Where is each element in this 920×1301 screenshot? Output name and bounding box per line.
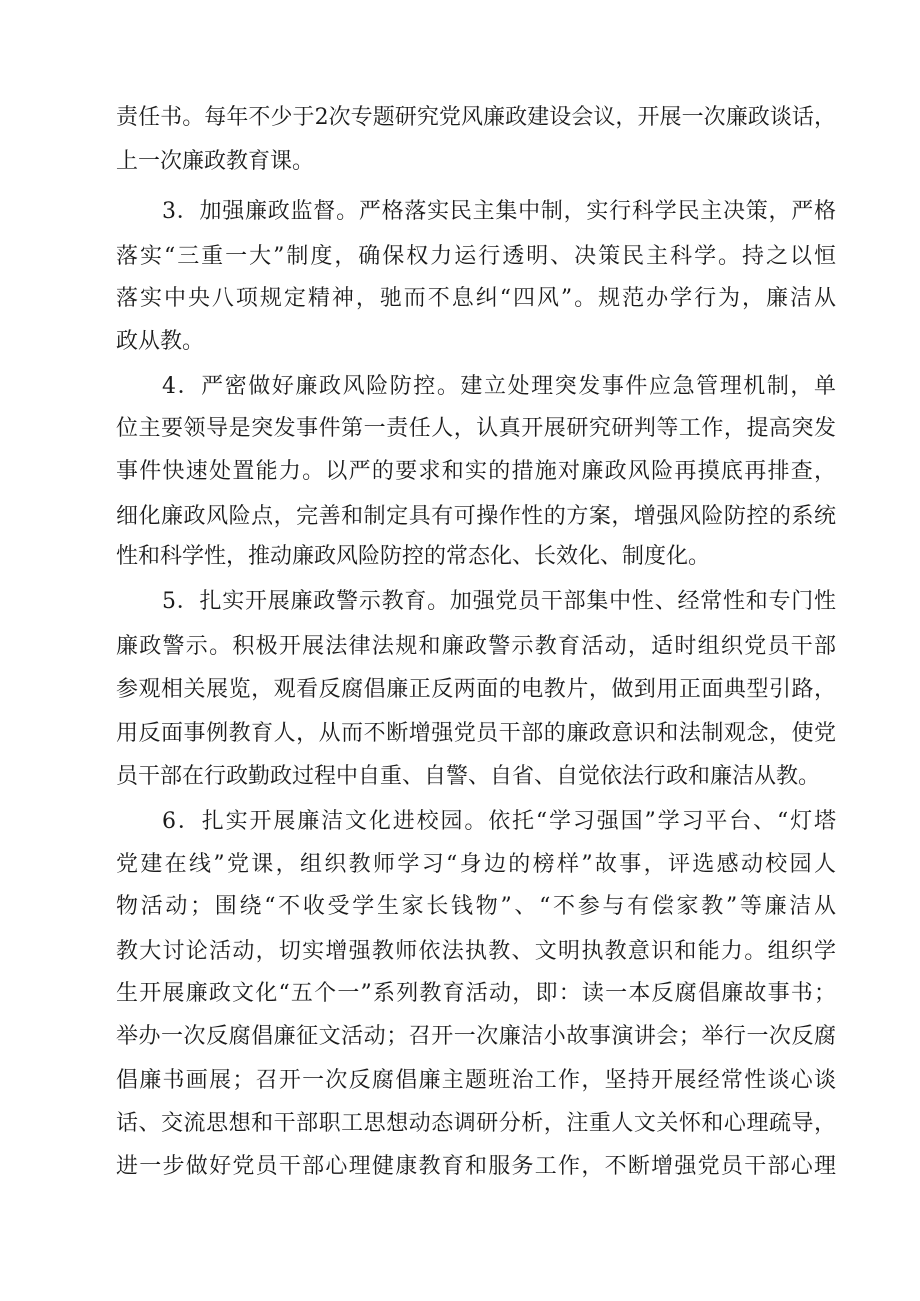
paragraph-line: 举办一次反腐倡廉征文活动；召开一次廉洁小故事演讲会；举行一次反腐 bbox=[116, 1024, 836, 1049]
paragraph-line: 廉政警示。积极开展法律法规和廉政警示教育活动，适时组织党员干部 bbox=[116, 634, 836, 659]
paragraph-line: 5．扎实开展廉政警示教育。加强党员干部集中性、经常性和专门性 bbox=[162, 589, 836, 614]
paragraph-line: 位主要领导是突发事件第一责任人，认真开展研究研判等工作，提高突发 bbox=[116, 416, 836, 441]
paragraph-line: 政从教。 bbox=[116, 329, 205, 354]
paragraph-line: 物活动；围绕“不收受学生家长钱物”、“不参与有偿家教”等廉洁从 bbox=[116, 894, 836, 919]
paragraph-line: 4．严密做好廉政风险防控。建立处理突发事件应急管理机制，单 bbox=[162, 374, 836, 399]
paragraph-line: 员干部在行政勤政过程中自重、自警、自省、自觉依法行政和廉洁从教。 bbox=[116, 764, 821, 789]
paragraph-line: 用反面事例教育人，从而不断增强党员干部的廉政意识和法制观念，使党 bbox=[116, 721, 836, 746]
paragraph-line: 上一次廉政教育课。 bbox=[116, 149, 315, 174]
paragraph-line: 3．加强廉政监督。严格落实民主集中制，实行科学民主决策，严格 bbox=[162, 199, 836, 224]
paragraph-line: 生开展廉政文化“五个一”系列教育活动，即：读一本反腐倡廉故事书； bbox=[116, 981, 836, 1006]
paragraph-line: 责任书。每年不少于2次专题研究党风廉政建设会议，开展一次廉政谈话， bbox=[116, 105, 836, 130]
paragraph-line: 性和科学性，推动廉政风险防控的常态化、长效化、制度化。 bbox=[116, 544, 711, 569]
paragraph-line: 6．扎实开展廉洁文化进校园。依托“学习强国”学习平台、“灯塔 bbox=[162, 809, 836, 834]
paragraph-line: 落实“三重一大”制度，确保权力运行透明、决策民主科学。持之以恒 bbox=[116, 244, 836, 269]
paragraph-line: 进一步做好党员干部心理健康教育和服务工作，不断增强党员干部心理 bbox=[116, 1154, 836, 1179]
paragraph-line: 细化廉政风险点，完善和制定具有可操作性的方案，增强风险防控的系统 bbox=[116, 504, 836, 529]
paragraph-line: 倡廉书画展；召开一次反腐倡廉主题班治工作，坚持开展经常性谈心谈 bbox=[116, 1068, 836, 1093]
paragraph-line: 落实中央八项规定精神，驰而不息纠“四风”。规范办学行为，廉洁从 bbox=[116, 286, 836, 311]
paragraph-line: 党建在线”党课，组织教师学习“身边的榜样”故事，评选感动校园人 bbox=[116, 852, 836, 877]
paragraph-line: 话、交流思想和干部职工思想动态调研分析，注重人文关怀和心理疏导， bbox=[116, 1111, 836, 1136]
paragraph-line: 事件快速处置能力。以严的要求和实的措施对廉政风险再摸底再排查， bbox=[116, 459, 836, 484]
paragraph-line: 教大讨论活动，切实增强教师依法执教、文明执教意识和能力。组织学 bbox=[116, 939, 836, 964]
paragraph-line: 参观相关展览，观看反腐倡廉正反两面的电教片，做到用正面典型引路， bbox=[116, 677, 836, 702]
